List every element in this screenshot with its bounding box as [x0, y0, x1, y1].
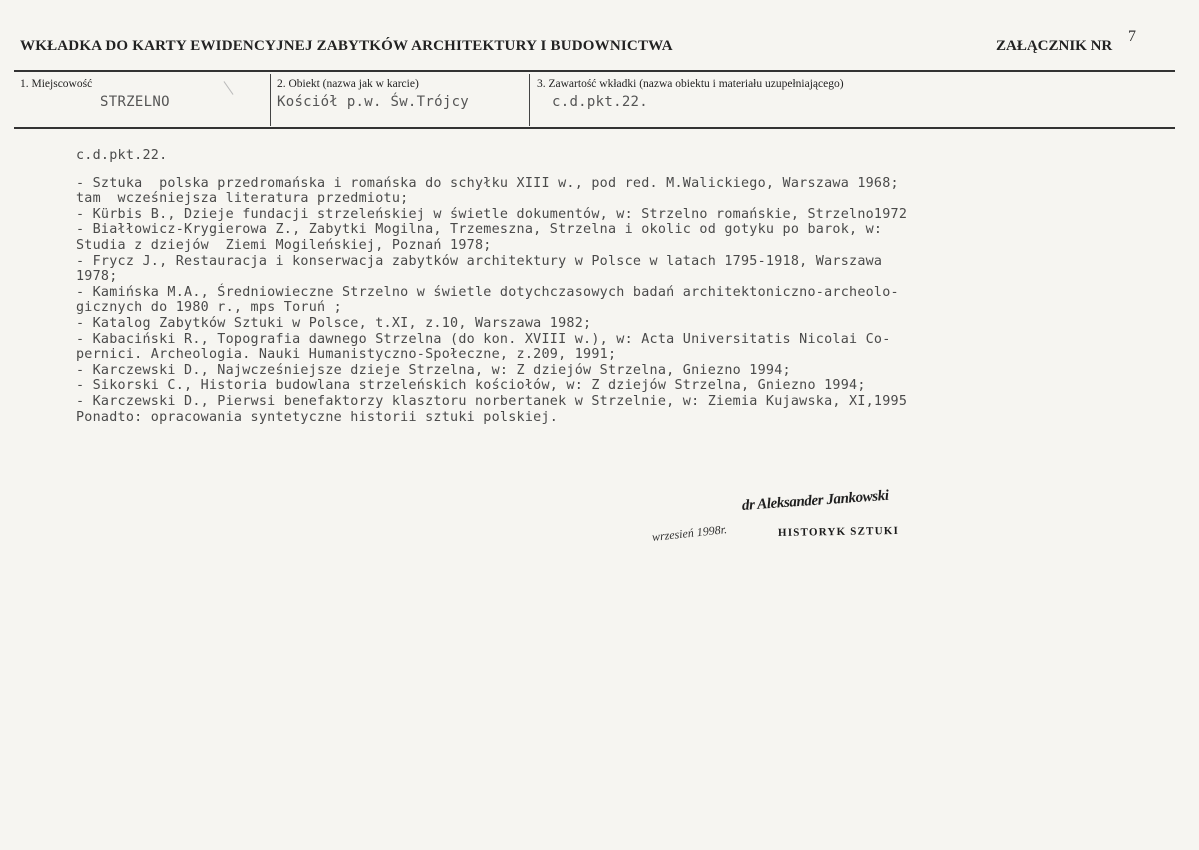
bibliography-line: 1978; [76, 269, 118, 285]
contents-label: 3. Zawartość wkładki (nazwa obiektu i materiału uzupełniającego) [537, 78, 844, 90]
bibliography-line: - Karczewski D., Pierwsi benefaktorzy klasztoru norbertanek w Strzelnie, w: Ziemia Kujawska, XI,1995 [76, 393, 908, 409]
bibliography-line: gicznych do 1980 r., mps Toruń ; [76, 300, 342, 316]
bibliography-line: tam wcześniejsza literatura przedmiotu; [76, 191, 409, 207]
signature-name: dr Aleksander Jankowski [741, 487, 890, 514]
author-stamp: HISTORYK SZTUKI [777, 524, 900, 540]
bibliography-line: pernici. Archeologia. Nauki Humanistyczno-Społeczne, z.209, 1991; [76, 347, 617, 363]
bibliography-line: - Białłowicz-Krygierowa Z., Zabytki Mogilna, Trzemeszna, Strzelna i okolic od gotyku po barok, w: [76, 222, 883, 238]
body-intro: c.d.pkt.22. [76, 148, 168, 163]
header-bottom-rule [14, 127, 1175, 129]
bibliography-line: - Karczewski D., Najwcześniejsze dzieje Strzelna, w: Z dziejów Strzelna, Gniezno 1994; [76, 362, 791, 378]
bibliography-line: - Kamińska M.A., Średniowieczne Strzelno w świetle dotychczasowych badań architektoniczno-archeolo- [76, 284, 899, 300]
bibliography-line: - Sztuka polska przedromańska i romańska do schyłku XIII w., pod red. M.Walickiego, Warszawa 1968; [76, 175, 899, 191]
locality-label: 1. Miejscowość [20, 78, 93, 90]
field-divider [529, 74, 530, 126]
bibliography-line: - Kabaciński R., Topografia dawnego Strzelna (do kon. XVIII w.), w: Acta Universitatis Nicolai Co- [76, 331, 891, 347]
bibliography-line: - Frycz J., Restauracja i konserwacja zabytków architektury w Polsce w latach 1795-1918, Warszawa [76, 253, 883, 269]
handwritten-date: wrzesień 1998r. [651, 522, 728, 544]
annex-label: ZAŁĄCZNIK NR [996, 38, 1113, 54]
header-top-rule [14, 70, 1175, 72]
contents-value: c.d.pkt.22. [552, 94, 649, 110]
bibliography-line: - Kürbis B., Dzieje fundacji strzeleńskiej w świetle dokumentów, w: Strzelno romańskie, Strzelno1972 [76, 206, 908, 222]
decorative-mark [224, 81, 234, 95]
object-value: Kościół p.w. Św.Trójcy [277, 94, 470, 110]
document-title: WKŁADKA DO KARTY EWIDENCYJNEJ ZABYTKÓW ARCHITEKTURY I BUDOWNICTWA [20, 38, 673, 54]
body-gap [76, 164, 1166, 176]
annex-number: 7 [1128, 28, 1136, 45]
closing-line: Ponadto: opracowania syntetyczne historii sztuki polskiej. [76, 409, 559, 425]
field-divider [270, 74, 271, 126]
bibliography-line: - Sikorski C., Historia budowlana strzeleńskich kościołów, w: Z dziejów Strzelna, Gniezno 1994; [76, 378, 866, 394]
bibliography-line: - Katalog Zabytków Sztuki w Polsce, t.XI, z.10, Warszawa 1982; [76, 315, 592, 331]
object-label: 2. Obiekt (nazwa jak w karcie) [277, 78, 419, 90]
document-body [76, 148, 1166, 425]
locality-value: STRZELNO [100, 94, 170, 110]
bibliography-line: Studia z dziejów Ziemi Mogileńskiej, Poznań 1978; [76, 237, 492, 253]
